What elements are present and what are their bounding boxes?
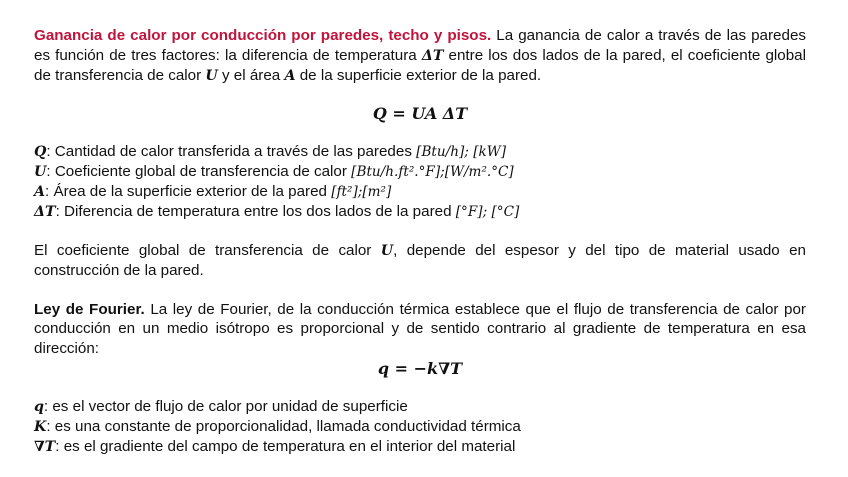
paragraph-text: y el área (217, 67, 285, 84)
definition-symbol: K (34, 419, 47, 435)
definition-q (34, 142, 806, 162)
equation-heat-conduction (34, 103, 806, 126)
paragraph-text: El coeficiente global de transferencia de calor (34, 241, 381, 259)
definition-unit: [ft²];[m²] (331, 183, 392, 200)
equation-fourier (34, 358, 806, 381)
paragraph-fourier-law (34, 300, 806, 359)
definition-k (34, 417, 806, 437)
paragraph-text: La ganancia de calor a través de las paredes es función de tres factores: la diferencia de temperatura (34, 27, 806, 64)
equation-text: Q = UA ΔT (372, 103, 468, 123)
definitions-list-2 (34, 397, 806, 457)
definition-unit: [Btu/h.ft².°F];[W/m².°C] (351, 163, 514, 180)
paragraph-text: La ley de Fourier, de la conducción térmica establece que el flujo de transferencia de calor por conducción en un medio isótropo es proporcional y de sentido contrario al gradiente de temperatura en esa dirección: (34, 300, 806, 357)
definition-symbol: U (34, 163, 47, 180)
definition-delta-t (34, 202, 806, 222)
paragraph-u-coefficient (34, 241, 806, 281)
definition-symbol: Q (34, 143, 47, 160)
definition-q-flux (34, 397, 806, 417)
paragraph-text: entre los dos lados de la pared, el coeficiente global de transferencia de calor (34, 46, 806, 84)
definitions-list-1 (34, 142, 806, 222)
definition-symbol: ∇T (34, 439, 56, 455)
paragraph-text: de la superficie exterior de la pared. (295, 67, 542, 84)
document-page (34, 26, 806, 457)
definition-text: : es una constante de proporcionalidad, llamada conductividad térmica (46, 418, 521, 435)
u-symbol: U (380, 242, 394, 259)
definition-text: : Diferencia de temperatura entre los dos lados de la pared (55, 202, 456, 220)
paragraph-conduction (34, 26, 806, 87)
definition-gradient (34, 437, 806, 457)
delta-t-symbol: ΔT (421, 47, 444, 64)
definition-symbol: q (34, 399, 44, 415)
definition-symbol: ΔT (34, 203, 56, 220)
section-title-fourier: Ley de Fourier. (34, 300, 145, 318)
definition-text: : es el gradiente del campo de temperatura en el interior del material (55, 438, 516, 455)
definition-symbol: A (34, 183, 46, 200)
definition-a (34, 182, 806, 202)
definition-u (34, 162, 806, 182)
equation-text: q = −k∇T (377, 359, 463, 378)
paragraph-text: , depende del espesor y del tipo de material usado en construcción de la pared. (34, 241, 807, 279)
definition-text: : Coeficiente global de transferencia de calor (46, 162, 352, 180)
a-symbol: A (284, 68, 296, 84)
definition-text: : Área de la superficie exterior de la pared (45, 182, 332, 200)
definition-text: : es el vector de flujo de calor por unidad de superficie (43, 398, 408, 415)
definition-text: : Cantidad de calor transferida a través de las paredes (46, 142, 417, 160)
definition-unit: [°F]; [°C] (455, 203, 520, 220)
definition-unit: [Btu/h]; [kW] (416, 143, 507, 160)
section-title-conduction: Ganancia de calor por conducción por paredes, techo y pisos. (34, 27, 492, 44)
u-symbol: U (205, 68, 218, 84)
